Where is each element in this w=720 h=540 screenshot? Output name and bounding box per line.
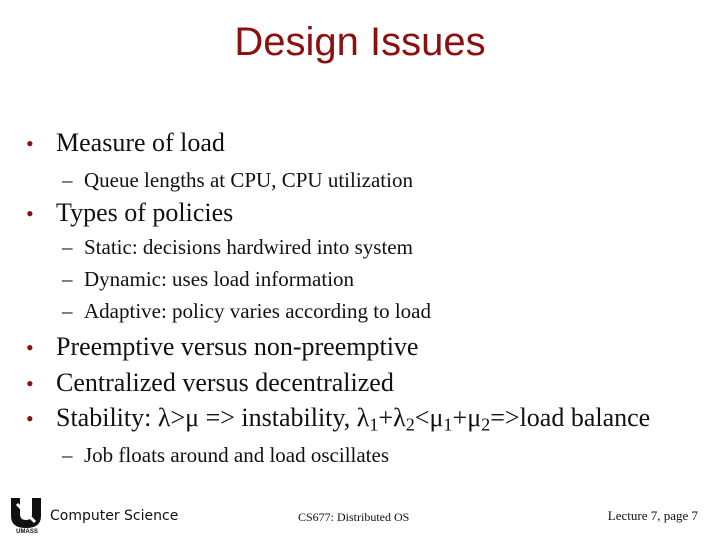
sub-bullet-marker: – — [62, 267, 73, 291]
sub-bullet-text: Dynamic: uses load information — [84, 267, 355, 291]
bullet-marker: • — [26, 335, 34, 360]
sub-bullet-marker: – — [62, 235, 73, 259]
footer-course: CS677: Distributed OS — [298, 510, 410, 524]
subscript-two: 2 — [405, 414, 415, 435]
bullet-stability — [26, 403, 650, 436]
sub-bullet-dynamic — [62, 267, 354, 292]
lambda-symbol: λ — [393, 403, 406, 432]
sub-bullet-marker: – — [62, 168, 73, 192]
lambda-symbol: λ — [157, 403, 171, 432]
sub-bullet-text: Job floats around and load oscillates — [84, 443, 390, 467]
gt-symbol: > — [170, 403, 186, 432]
implies-symbol: => — [490, 403, 520, 432]
sub-bullet-text: Queue lengths at CPU, CPU utilization — [84, 168, 413, 192]
footer-page-number: Lecture 7, page 7 — [607, 508, 698, 523]
lambda-symbol: λ — [356, 403, 370, 432]
bullet-text: Types of policies — [56, 198, 234, 227]
sub-bullet-static — [62, 235, 413, 260]
bullet-marker: • — [26, 406, 34, 431]
mu-symbol: μ — [467, 403, 482, 432]
subscript-two: 2 — [481, 414, 491, 435]
sub-bullet-marker: – — [62, 443, 73, 467]
sub-bullet-queue-lengths — [62, 168, 413, 193]
sub-bullet-text: Static: decisions hardwired into system — [84, 235, 413, 259]
mu-symbol: μ — [185, 403, 200, 432]
sub-bullet-adaptive — [62, 299, 431, 324]
plus-symbol: + — [452, 403, 468, 432]
sub-bullet-marker: – — [62, 299, 73, 323]
sub-bullet-job-floats — [62, 443, 389, 468]
bullet-preemptive — [26, 332, 418, 362]
plus-symbol: + — [378, 403, 394, 432]
bullet-text: Centralized versus decentralized — [56, 368, 394, 397]
bullet-centralized — [26, 368, 394, 398]
umass-logo-icon — [8, 494, 46, 534]
bullet-marker: • — [26, 201, 34, 226]
bullet-text: Measure of load — [56, 128, 225, 157]
instability-text: => instability, — [199, 403, 357, 432]
load-balance-text: load balance — [519, 403, 651, 432]
logo-text: UMASS — [16, 529, 38, 534]
sub-bullet-text: Adaptive: policy varies according to load — [84, 299, 431, 323]
slide-title: Design Issues — [234, 20, 486, 64]
bullet-types-of-policies — [26, 198, 233, 228]
stability-prefix: Stability: — [56, 403, 158, 432]
footer-department: Computer Science — [50, 508, 179, 524]
bullet-marker: • — [26, 371, 34, 396]
subscript-one: 1 — [443, 414, 453, 435]
lt-symbol: < — [414, 403, 430, 432]
subscript-one: 1 — [369, 414, 379, 435]
bullet-text: Preemptive versus non-preemptive — [56, 332, 419, 361]
bullet-measure-of-load — [26, 128, 225, 158]
mu-symbol: μ — [429, 403, 444, 432]
bullet-marker: • — [26, 131, 34, 156]
